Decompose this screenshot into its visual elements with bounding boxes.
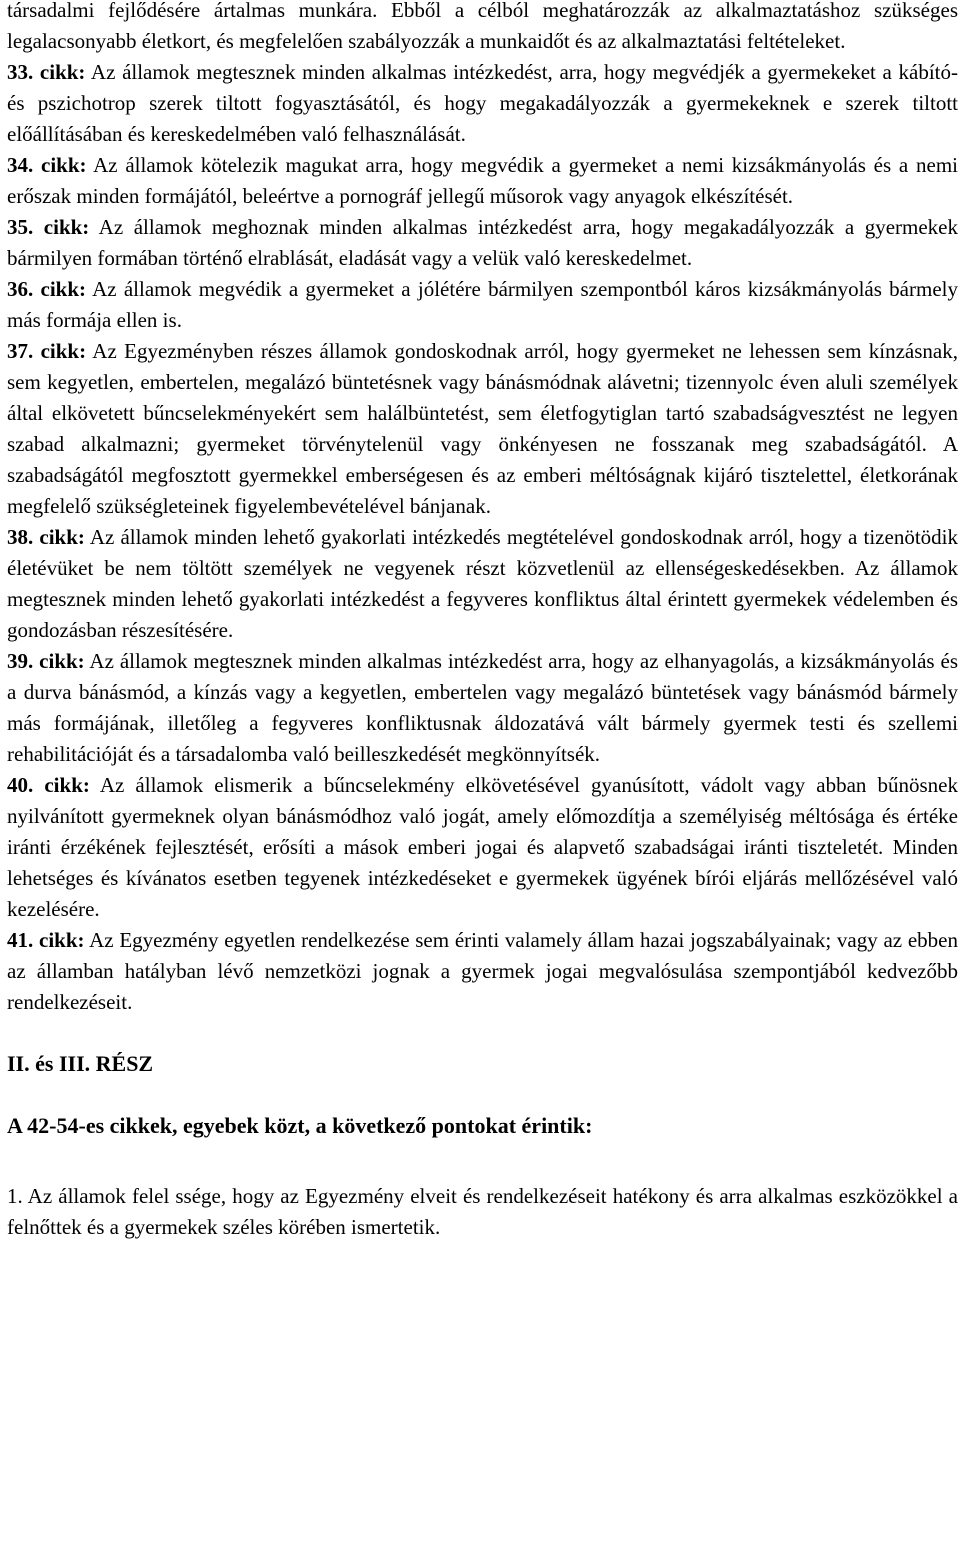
list-item-1: 1. Az államok felel ssége, hogy az Egyezmény elveit és rendelkezéseit hatékony és arra alkalmas eszközökkel a felnőttek és a gyermekek széles körében ismertetik. [7, 1184, 958, 1239]
article-40 [7, 770, 958, 925]
article-number: 34. cikk: [7, 153, 87, 177]
article-number: 39. cikk: [7, 649, 85, 673]
document-page [7, 0, 958, 1243]
article-text: Az államok megvédik a gyermeket a jólétére bármilyen szempontból káros kizsákmányolás bármely más formája ellen is. [7, 277, 958, 332]
article-text: Az államok meghoznak minden alkalmas intézkedést arra, hogy megakadályozzák a gyermekek bármilyen formában történő elrablását, eladását vagy a velük való kereskedelmet. [7, 215, 958, 270]
article-text: Az Egyezmény egyetlen rendelkezése sem érinti valamely állam hazai jogszabályainak; vagy az ebben az államban hatályban lévő nemzetközi jognak a gyermek jogai megvalósulása szempontjából kedvezőbb rendelkezéseit. [7, 928, 959, 1014]
articles-range-heading: A 42-54-es cikkek, egyebek közt, a következő pontokat érintik: [7, 1113, 593, 1138]
article-number: 35. cikk: [7, 215, 90, 239]
article-text: Az államok elismerik a bűncselekmény elkövetésével gyanúsított, vádolt vagy abban bűnösnek nyilvánított gyermeknek olyan bánásmódhoz való jogát, amely előmozdítja a személyiség méltósága és értéke iránti érzékének fejlesztését, erősíti a mások emberi jogai és alapvető szabadságai iránti tiszteletét. Minden lehetséges és kívánatos esetben tegyenek intézkedéseket e gyermekek ügyének bírói eljárás mellőzésével való kezelésére. [7, 773, 958, 921]
article-text: Az államok kötelezik magukat arra, hogy megvédik a gyermeket a nemi kizsákmányolás és a nemi erőszak minden formájától, beleértve a pornográf jellegű műsorok vagy anyagok elkészítését. [7, 153, 958, 208]
part-heading: II. és III. RÉSZ [7, 1051, 154, 1076]
article-number: 36. cikk: [7, 277, 87, 301]
article-41 [7, 925, 958, 1018]
article-35 [7, 212, 958, 274]
article-number: 41. cikk: [7, 928, 85, 952]
article-37 [7, 336, 958, 522]
articles-list [7, 57, 958, 1018]
article-number: 37. cikk: [7, 339, 87, 363]
article-38 [7, 522, 958, 646]
article-number: 33. cikk: [7, 60, 86, 84]
article-39 [7, 646, 958, 770]
article-33 [7, 57, 958, 150]
article-text: Az államok megtesznek minden alkalmas intézkedést, arra, hogy megvédjék a gyermekeket a kábító- és pszichotrop szerek tiltott fogyasztásától, és hogy megakadályozzák a gyermekeknek e szerek tiltott előállításában és kereskedelmében való felhasználását. [7, 60, 958, 146]
intro-paragraph: társadalmi fejlődésére ártalmas munkára. Ebből a célból meghatározzák az alkalmaztatáshoz szükséges legalacsonyabb életkort, és megfelelően szabályozzák a munkaidőt és az alkalmaztatási feltételeket. [7, 0, 958, 53]
article-text: Az államok minden lehető gyakorlati intézkedés megtételével gondoskodnak arról, hogy a tizenötödik életévüket be nem töltött személyek ne vegyenek részt közvetlenül az ellenségeskedésekben. Az államok megtesznek minden lehető gyakorlati intézkedést a fegyveres konfliktus által érintett gyermekek védelemben és gondozásban részesítésére. [7, 525, 958, 642]
article-text: Az államok megtesznek minden alkalmas intézkedést arra, hogy az elhanyagolás, a kizsákmányolás és a durva bánásmód, a kínzás vagy a kegyetlen, embertelen vagy megalázó büntetések vagy bánásmód bármely más formájának, illetőleg a fegyveres konfliktusnak áldozatává vált bármely gyermek testi és szellemi rehabilitációját és a társadalomba való beilleszkedését megkönnyítsék. [7, 649, 958, 766]
article-number: 40. cikk: [7, 773, 90, 797]
article-36 [7, 274, 958, 336]
article-text: Az Egyezményben részes államok gondoskodnak arról, hogy gyermeket ne lehessen sem kínzásnak, sem kegyetlen, embertelen, megalázó büntetésnek vagy bánásmódnak alávetni; tizennyolc éven aluli személyek által elkövetett bűncselekményekért sem halálbüntetést, sem életfogytiglan tartó szabadságvesztést ne legyen szabad alkalmazni; gyermeket törvénytelenül vagy önkényesen ne fosszanak meg szabadságától. A szabadságától megfosztott gyermekkel emberségesen és az emberi méltóságnak kijáró tisztelettel, életkorának megfelelő szükségleteinek figyelembevételével bánjanak. [7, 339, 958, 518]
article-34 [7, 150, 958, 212]
article-number: 38. cikk: [7, 525, 85, 549]
